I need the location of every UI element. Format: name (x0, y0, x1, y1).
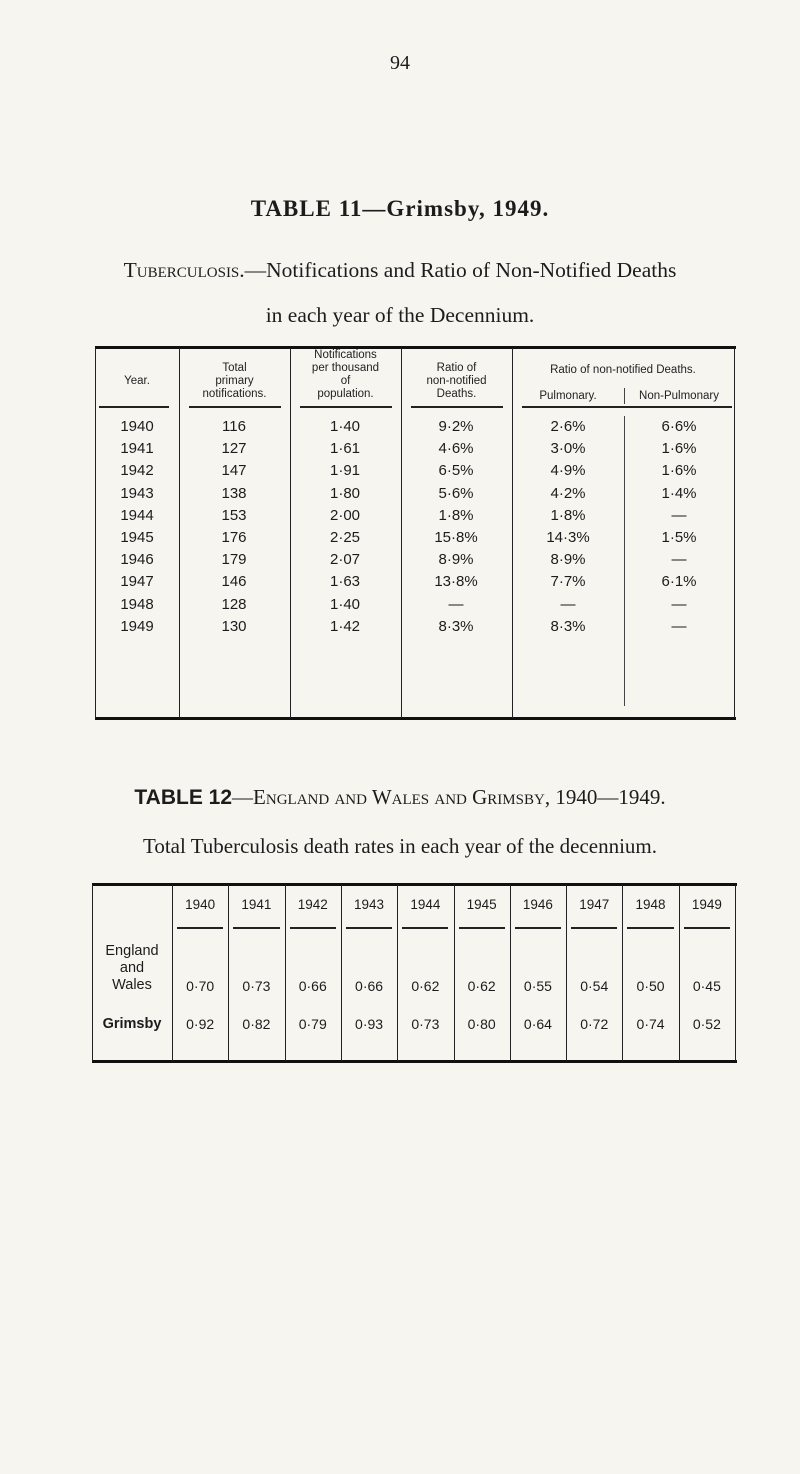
table11-total-cell: 138 (221, 484, 247, 502)
table11-col-divider (290, 348, 291, 718)
table11-header-rule (300, 406, 392, 408)
table11-year-cell: 1940 (120, 418, 154, 435)
table11-pulmonary-cell: 2·6% (550, 418, 586, 435)
table11-per-thousand-cell: 2·00 (329, 506, 361, 524)
table11-total-cell: 153 (221, 506, 247, 524)
header-line: notifications. (202, 388, 267, 400)
table11-subtitle-lead: Tuberculosis. (123, 258, 245, 282)
label-line: England (105, 943, 159, 959)
table12-header-rule (346, 927, 392, 929)
header-line: of (340, 375, 351, 387)
table11-ratio-cell: 6·5% (438, 462, 474, 480)
table12-england-value: 0·62 (467, 978, 496, 994)
table11-non-pulmonary-cell: 1·5% (661, 529, 697, 546)
table11-ratio-cell: 15·8% (434, 529, 478, 546)
table11-year-cell: 1944 (120, 506, 154, 524)
table11-ratio-cell: 5·6% (438, 484, 474, 502)
table12-header-rule (290, 927, 336, 929)
table11-per-thousand-cell: 1·80 (329, 484, 361, 502)
table12-grimsby-value: 0·73 (411, 1016, 440, 1032)
table11-total-cell: 179 (221, 551, 247, 569)
table11-per-thousand-cell: 2·07 (329, 551, 361, 569)
table12-year-header: 1947 (579, 897, 610, 912)
table11-non-pulmonary-cell: — (671, 617, 687, 635)
table11-header-non-pulmonary: Non-Pulmonary (639, 390, 719, 402)
table11-per-thousand-cell: 1·61 (329, 440, 361, 458)
table12-grimsby-value: 0·52 (692, 1016, 721, 1032)
header-line: Ratio of (436, 362, 477, 374)
table11-non-pulmonary-cell: — (671, 506, 687, 524)
table11-non-pulmonary-cell: 1·6% (661, 440, 697, 458)
table12-year-header: 1944 (410, 897, 441, 912)
table12-year-header: 1945 (466, 897, 497, 912)
header-line: primary (215, 375, 254, 387)
table11-col-divider (179, 348, 180, 718)
table12-year-header: 1949 (691, 897, 722, 912)
table12-england-value: 0·50 (636, 978, 665, 994)
table12-year-header: 1941 (241, 897, 272, 912)
table12-header-rule (571, 927, 617, 929)
table12 (92, 883, 737, 1063)
table12-grimsby-value: 0·79 (298, 1016, 327, 1032)
table12-header-rule (459, 927, 505, 929)
table12-year-header: 1942 (297, 897, 328, 912)
table11-total-cell: 116 (222, 418, 246, 435)
table11-total-cell: 130 (221, 617, 247, 635)
table12-top-rule (92, 883, 737, 886)
table11-header-pulmonary: Pulmonary. (539, 390, 597, 402)
table12-england-value: 0·66 (298, 978, 327, 994)
table12-england-value: 0·62 (411, 978, 440, 994)
table11-pulmonary-cell: 7·7% (550, 573, 586, 591)
table11-header-ratio (401, 362, 512, 401)
table11-pulmonary-cell: 3·0% (550, 440, 586, 458)
table11-non-pulmonary-cell: 1·6% (661, 462, 697, 480)
table11-per-thousand-cell: 1·91 (329, 462, 361, 480)
page-number: 94 (390, 52, 410, 74)
table12-england-value: 0·70 (186, 978, 215, 994)
table11-subtitle-line2: in each year of the Decennium. (265, 303, 535, 327)
table12-header-rule (177, 927, 223, 929)
table11-subtitle-rest: —Notifications and Ratio of Non-Notified Deaths (244, 258, 677, 282)
table12-grimsby-value: 0·80 (467, 1016, 496, 1032)
table12-england-value: 0·45 (692, 978, 721, 994)
table12-header-rule (684, 927, 730, 929)
table11-header-total (179, 349, 290, 401)
table11-per-thousand-cell: 2·25 (329, 529, 361, 546)
table11-per-thousand-cell: 1·40 (329, 418, 361, 435)
table12-england-value: 0·66 (355, 978, 384, 994)
table12-year-header: 1940 (185, 897, 216, 912)
table11-non-pulmonary-cell: — (671, 595, 687, 613)
table12-header-rule (402, 927, 448, 929)
table11-sub-divider (624, 416, 625, 706)
table12-header-rule (233, 927, 279, 929)
table11-non-pulmonary-cell: 1·4% (661, 484, 697, 502)
table12-title (0, 785, 800, 810)
header-line: Notifications (314, 349, 377, 361)
table12-title-lead: TABLE 12 (134, 786, 233, 809)
table12-england-value: 0·55 (523, 978, 552, 994)
table11-pulmonary-cell: 14·3% (546, 529, 590, 546)
table12-year-header: 1948 (635, 897, 666, 912)
table11-border-left (95, 348, 96, 718)
header-line: non-notified (426, 375, 487, 387)
table11-year-cell: 1941 (120, 440, 154, 458)
table11-year-cell: 1942 (120, 462, 154, 480)
table11-non-pulmonary-cell: 6·1% (661, 573, 697, 591)
table11-non-pulmonary-cell: — (671, 551, 687, 569)
table11-subtitle (0, 258, 800, 283)
table11-year-cell: 1947 (120, 573, 154, 591)
table11-header-rule (411, 406, 503, 408)
table11 (95, 346, 736, 720)
table11-header-group: Ratio of non-notified Deaths. (550, 364, 696, 376)
table11-title: TABLE 11—Grimsby, 1949. (250, 196, 550, 221)
table11-pulmonary-cell: 4·9% (550, 462, 586, 480)
header-line: Deaths. (436, 388, 477, 400)
table11-pulmonary-cell: 4·2% (550, 484, 586, 502)
header-line: population. (317, 388, 374, 400)
table12-england-value: 0·73 (242, 978, 271, 994)
table11-bottom-rule (95, 717, 736, 720)
table11-ratio-cell: 8·3% (438, 617, 474, 635)
table11-per-thousand-cell: 1·42 (329, 617, 361, 635)
table12-header-rule (627, 927, 673, 929)
table12-grimsby-value: 0·82 (242, 1016, 271, 1032)
table12-bottom-rule (92, 1060, 737, 1063)
table11-pulmonary-cell: 8·9% (550, 551, 586, 569)
table11-per-thousand-cell: 1·63 (329, 573, 361, 591)
table11-year-cell: 1943 (120, 484, 154, 502)
header-line: Total (222, 362, 247, 374)
table11-ratio-cell: — (448, 595, 464, 613)
table11-ratio-cell: 1·8% (438, 506, 474, 524)
table11-pulmonary-cell: 8·3% (550, 617, 586, 635)
table12-label-england-wales (92, 943, 172, 994)
label-line: Wales (112, 977, 152, 993)
table11-total-cell: 127 (221, 440, 247, 458)
table11-total-cell: 128 (221, 595, 247, 613)
table11-ratio-cell: 9·2% (438, 418, 474, 435)
table11-border-right (734, 348, 735, 718)
table12-year-header: 1946 (522, 897, 553, 912)
table11-header-rule (522, 406, 732, 408)
table11-total-cell: 176 (221, 529, 247, 546)
label-line: and (119, 960, 145, 976)
table12-grimsby-value: 0·64 (523, 1016, 552, 1032)
table12-grimsby-value: 0·92 (186, 1016, 215, 1032)
table11-ratio-cell: 13·8% (434, 573, 478, 591)
table11-total-cell: 146 (221, 573, 247, 591)
table11-pulmonary-cell: — (560, 595, 576, 613)
table11-col-divider (512, 348, 513, 718)
table12-header-rule (515, 927, 561, 929)
table12-title-rest: —England and Wales and Grimsby, 1940—1949. (232, 785, 666, 809)
table11-year-cell: 1948 (120, 595, 154, 613)
table12-subtitle: Total Tuberculosis death rates in each year of the decennium. (142, 834, 658, 858)
table12-label-grimsby: Grimsby (102, 1016, 162, 1032)
table12-grimsby-value: 0·93 (355, 1016, 384, 1032)
table11-header-year: Year. (124, 375, 150, 387)
table11-ratio-cell: 4·6% (438, 440, 474, 458)
table12-england-value: 0·54 (580, 978, 609, 994)
table11-header-rule (99, 406, 169, 408)
table11-ratio-cell: 8·9% (438, 551, 474, 569)
table11-header-per-thousand (290, 349, 401, 401)
table11-year-cell: 1949 (120, 617, 154, 635)
table11-year-cell: 1946 (120, 551, 154, 569)
table11-col-divider (401, 348, 402, 718)
table12-grimsby-value: 0·72 (580, 1016, 609, 1032)
table12-year-header: 1943 (354, 897, 385, 912)
table11-header-rule (189, 406, 281, 408)
table12-grimsby-value: 0·74 (636, 1016, 665, 1032)
table11-pulmonary-cell: 1·8% (550, 506, 586, 524)
table11-year-cell: 1945 (120, 529, 154, 546)
header-line: per thousand (311, 362, 380, 374)
table11-per-thousand-cell: 1·40 (329, 595, 361, 613)
table11-total-cell: 147 (221, 462, 247, 480)
table11-non-pulmonary-cell: 6·6% (661, 418, 697, 435)
